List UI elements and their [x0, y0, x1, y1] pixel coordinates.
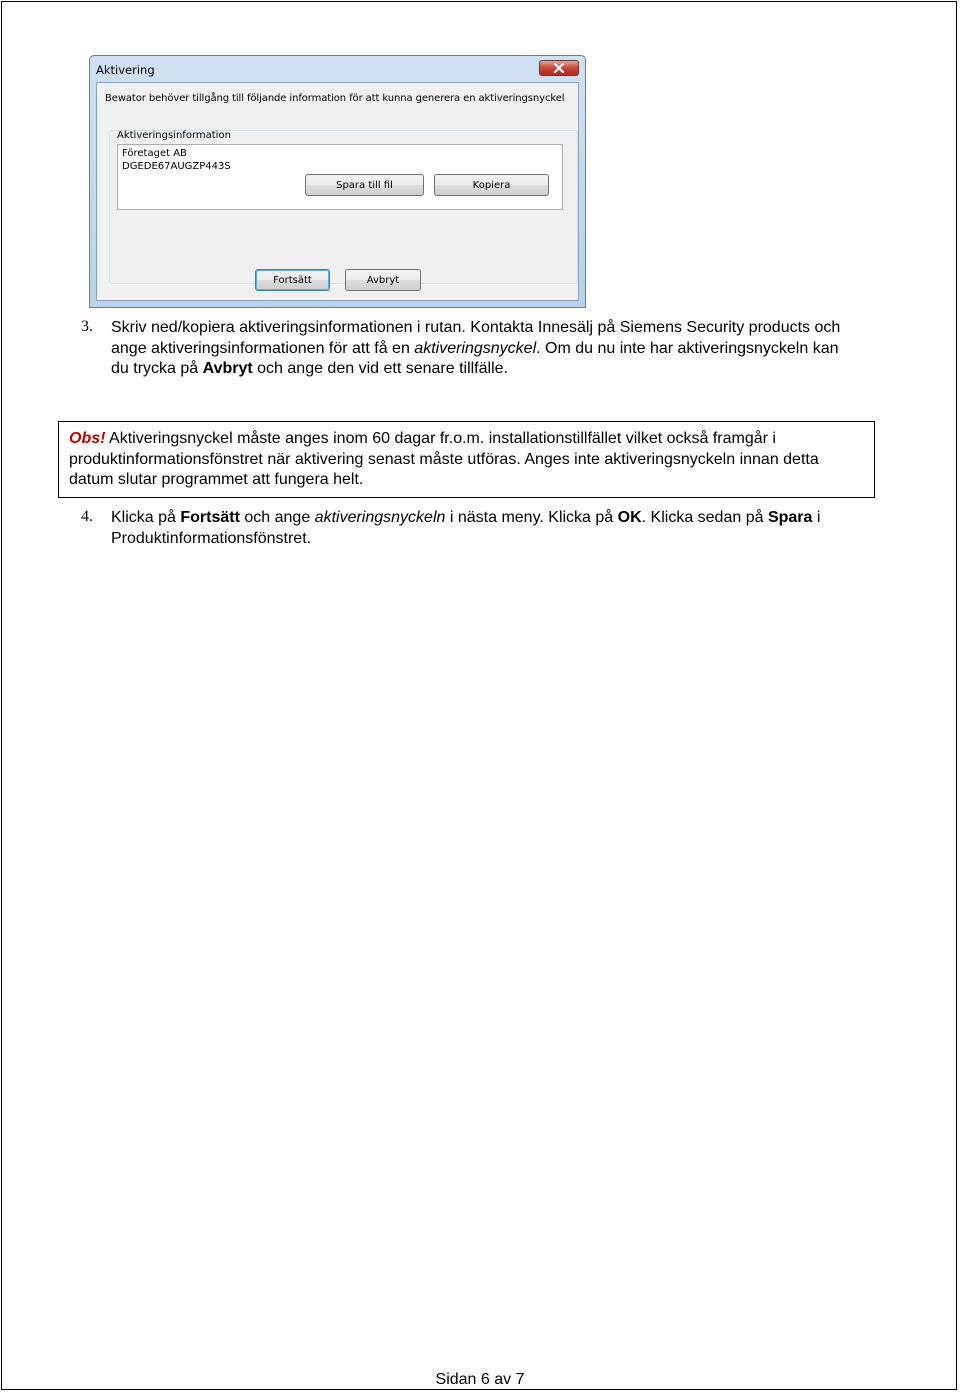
step4-text-5: i Produktinformationsfönstret. — [111, 509, 821, 547]
step3-paragraph — [111, 318, 851, 380]
info-line-company: Företaget AB — [122, 148, 187, 159]
step4-text-4: . Klicka sedan på — [641, 509, 768, 526]
step3-italic: aktiveringsnyckel — [414, 339, 537, 357]
note-text: Aktiveringsnyckel måste anges inom 60 dagar fr.o.m. installationstillfället vilket också framgår i produktinformationsfönstret när aktivering senast måste utföras. Anges inte aktiveringsnyckeln innan detta datum slutar programmet att fungera helt. — [69, 430, 819, 488]
step3-text-2: . Om du nu inte har aktiveringsnyckeln kan du trycka på — [111, 339, 839, 377]
activation-info-group — [109, 130, 578, 284]
cancel-button[interactable]: Avbryt — [345, 269, 421, 291]
step4-number: 4. — [81, 508, 93, 525]
dialog-message: Bewator behöver tillgång till följande information för att kunna generera en aktiveringsnyckel — [105, 93, 565, 104]
close-button[interactable] — [539, 60, 579, 76]
step4-bold-2: OK — [617, 509, 642, 526]
close-icon — [553, 63, 565, 73]
page-footer: Sidan 6 av 7 — [435, 1371, 525, 1388]
step4-text-3: i nästa meny. Klicka på — [445, 509, 618, 526]
step4-italic-1: aktiveringsnyckeln — [314, 509, 446, 526]
note-label: Obs! — [69, 430, 106, 447]
step4-paragraph — [111, 508, 851, 549]
group-label: Aktiveringsinformation — [117, 130, 231, 141]
dialog-titlebar[interactable] — [90, 56, 585, 82]
step3-text-1: Skriv ned/kopiera aktiveringsinformationen i rutan. Kontakta Innesälj på Siemens Security products och ange aktiveringsinformationen för att få en — [111, 319, 841, 357]
step4-text-1: Klicka på — [111, 509, 181, 526]
save-to-file-button[interactable]: Spara till fil — [305, 174, 424, 196]
step4-bold-3: Spara — [767, 509, 813, 526]
dialog-title: Aktivering — [96, 63, 155, 77]
copy-button[interactable]: Kopiera — [434, 174, 549, 196]
step3-number: 3. — [81, 318, 93, 335]
activation-dialog — [89, 55, 586, 308]
dialog-body — [96, 82, 579, 301]
step3-text-3: och ange den vid ett senare tillfälle. — [252, 360, 508, 377]
continue-button[interactable]: Fortsätt — [255, 269, 330, 291]
info-line-code: DGEDE67AUGZP443S — [122, 161, 231, 172]
step4-text-2: och ange — [239, 509, 315, 526]
step3-bold: Avbryt — [202, 360, 253, 377]
step4-bold-1: Fortsätt — [180, 509, 240, 526]
note-box — [58, 421, 875, 498]
